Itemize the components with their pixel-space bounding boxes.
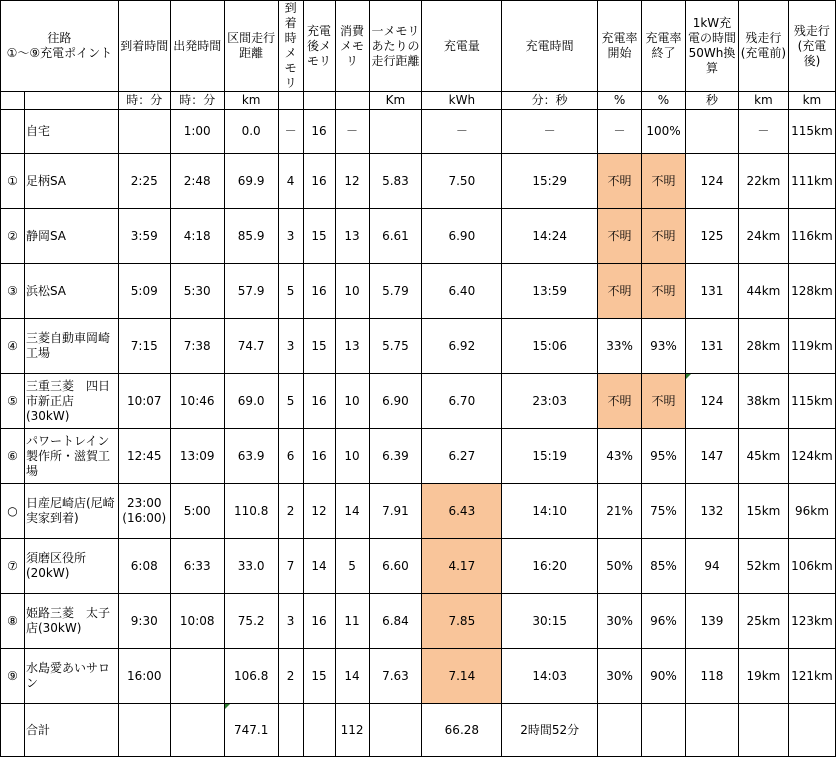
charge-kwh: 7.50 [422,154,502,209]
unit-cell [335,92,369,110]
arrival-memory: 2 [278,484,303,539]
arrival-time: 16:00 [118,649,170,704]
range-before: 28km [738,319,788,374]
empty-cell [738,704,788,757]
row-number: ○ [1,484,25,539]
charge-duration: － [502,110,598,154]
unit-cell: kWh [422,92,502,110]
distance: 110.8 [224,484,278,539]
table-row [1,110,836,154]
departure-time: 4:18 [170,209,224,264]
total-kwh: 66.28 [422,704,502,757]
unit-cell: Km [369,92,422,110]
empty-cell [118,704,170,757]
used-memory: 14 [335,484,369,539]
km-per-memory: 7.63 [369,649,422,704]
row-number: ⑨ [1,649,25,704]
charge-kwh: 7.85 [422,594,502,649]
charge-kwh: － [422,110,502,154]
range-after: 116km [788,209,835,264]
arrival-memory: 7 [278,539,303,594]
table-row [1,374,836,429]
unit-cell [1,92,25,110]
empty-cell [598,704,642,757]
used-memory: 10 [335,374,369,429]
charge-duration: 13:59 [502,264,598,319]
charge-kwh: 6.43 [422,484,502,539]
rate-start: 30% [598,594,642,649]
seconds-per-kw: 124 [685,374,738,429]
charge-duration: 16:20 [502,539,598,594]
empty-cell [369,704,422,757]
unit-cell: 時：分 [170,92,224,110]
rate-start: 不明 [598,154,642,209]
rate-start: 33% [598,319,642,374]
arrival-memory: 6 [278,429,303,484]
charge-duration: 14:10 [502,484,598,539]
unit-cell [278,92,303,110]
arrival-memory: 3 [278,594,303,649]
range-before: 22km [738,154,788,209]
used-memory: － [335,110,369,154]
arrival-time: 9:30 [118,594,170,649]
range-before: 45km [738,429,788,484]
charge-duration: 30:15 [502,594,598,649]
location-name: 浜松SA [24,264,118,319]
arrival-time: 23:00 (16:00) [118,484,170,539]
after-memory: 14 [303,539,335,594]
charge-duration: 23:03 [502,374,598,429]
after-memory: 15 [303,209,335,264]
km-per-memory: 6.84 [369,594,422,649]
km-per-memory: 5.83 [369,154,422,209]
rate-end: 75% [642,484,686,539]
distance: 57.9 [224,264,278,319]
after-memory: 16 [303,154,335,209]
distance: 106.8 [224,649,278,704]
departure-time: 10:08 [170,594,224,649]
km-per-memory: 5.75 [369,319,422,374]
total-dist: 747.1 [224,704,278,757]
seconds-per-kw: 124 [685,154,738,209]
departure-time: 6:33 [170,539,224,594]
location-name: 三菱自動車岡崎工場 [24,319,118,374]
arrival-memory: 3 [278,319,303,374]
arrival-memory: － [278,110,303,154]
charge-kwh: 6.40 [422,264,502,319]
charge-duration: 15:06 [502,319,598,374]
seconds-per-kw [685,110,738,154]
header-route-points: ①～⑨充電ポイント [6,46,113,60]
departure-time: 2:48 [170,154,224,209]
rate-start: 不明 [598,264,642,319]
table-row [1,319,836,374]
table-row [1,649,836,704]
row-number: ④ [1,319,25,374]
charge-duration: 14:24 [502,209,598,264]
header-range-after: 残走行(充電後) [788,1,835,92]
range-after: 119km [788,319,835,374]
arrival-time: 2:25 [118,154,170,209]
header-arrival-memory: 到着時メモリ [278,1,303,92]
departure-time: 7:38 [170,319,224,374]
range-after: 124km [788,429,835,484]
table-row [1,209,836,264]
range-before: 44km [738,264,788,319]
row-number: ② [1,209,25,264]
range-after: 115km [788,110,835,154]
range-before: 25km [738,594,788,649]
rate-start: 43% [598,429,642,484]
departure-time: 1:00 [170,110,224,154]
header-used-memory: 消費メモリ [335,1,369,92]
rate-end: 不明 [642,374,686,429]
header-charge-amount: 充電量 [422,1,502,92]
range-before: 38km [738,374,788,429]
unit-cell: km [738,92,788,110]
km-per-memory: 6.60 [369,539,422,594]
rate-start: 50% [598,539,642,594]
header-per-kw: 1kW充電の時間50Wh換算 [685,1,738,92]
header-departure: 出発時間 [170,1,224,92]
unit-cell: 秒 [685,92,738,110]
unit-cell [303,92,335,110]
unit-row [1,92,836,110]
empty-cell [278,704,303,757]
charge-kwh: 6.70 [422,374,502,429]
arrival-memory: 5 [278,264,303,319]
distance: 0.0 [224,110,278,154]
table-row [1,539,836,594]
unit-cell: 分：秒 [502,92,598,110]
used-memory: 11 [335,594,369,649]
row-number: ① [1,154,25,209]
header-per-memory: 一メモリあたりの走行距離 [369,1,422,92]
location-name: 須磨区役所(20kW) [24,539,118,594]
arrival-time: 5:09 [118,264,170,319]
empty-cell [303,704,335,757]
distance: 75.2 [224,594,278,649]
seconds-per-kw: 139 [685,594,738,649]
arrival-memory: 5 [278,374,303,429]
row-number: ③ [1,264,25,319]
range-after: 106km [788,539,835,594]
after-memory: 16 [303,374,335,429]
after-memory: 15 [303,319,335,374]
km-per-memory: 6.61 [369,209,422,264]
rate-end: 90% [642,649,686,704]
range-before: 15km [738,484,788,539]
rate-end: 95% [642,429,686,484]
arrival-memory: 2 [278,649,303,704]
charge-kwh: 4.17 [422,539,502,594]
range-after: 128km [788,264,835,319]
arrival-time [118,110,170,154]
distance: 69.0 [224,374,278,429]
header-range-before: 残走行(充電前) [738,1,788,92]
location-name: パワートレイン製作所・滋賀工場 [24,429,118,484]
header-rate-end: 充電率終了 [642,1,686,92]
table-row [1,594,836,649]
location-name: 静岡SA [24,209,118,264]
empty-cell [642,704,686,757]
departure-time [170,649,224,704]
used-memory: 14 [335,649,369,704]
rate-end: 96% [642,594,686,649]
row-number [1,110,25,154]
rate-end: 不明 [642,264,686,319]
after-memory: 16 [303,429,335,484]
rate-end: 93% [642,319,686,374]
used-memory: 10 [335,264,369,319]
unit-cell: km [224,92,278,110]
charge-kwh: 6.27 [422,429,502,484]
distance: 85.9 [224,209,278,264]
header-row [1,1,836,92]
rate-end: 不明 [642,154,686,209]
arrival-time: 6:08 [118,539,170,594]
header-charge-time: 充電時間 [502,1,598,92]
seconds-per-kw: 147 [685,429,738,484]
charge-duration: 15:19 [502,429,598,484]
header-after-memory: 充電後メモリ [303,1,335,92]
empty-cell [170,704,224,757]
table-row [1,154,836,209]
distance: 74.7 [224,319,278,374]
km-per-memory: 6.39 [369,429,422,484]
rate-end: 不明 [642,209,686,264]
total-time: 2時間52分 [502,704,598,757]
seconds-per-kw: 118 [685,649,738,704]
location-name: 日産尼崎店(尼崎実家到着) [24,484,118,539]
total-umem: 112 [335,704,369,757]
unit-cell: 時：分 [118,92,170,110]
header-rate-start: 充電率開始 [598,1,642,92]
km-per-memory: 6.90 [369,374,422,429]
used-memory: 12 [335,154,369,209]
range-before: 19km [738,649,788,704]
range-after: 123km [788,594,835,649]
total-label: 合計 [24,704,118,757]
location-name: 足柄SA [24,154,118,209]
charge-kwh: 6.90 [422,209,502,264]
departure-time: 5:30 [170,264,224,319]
header-route-label: 往路 [47,31,72,45]
after-memory: 12 [303,484,335,539]
unit-cell: % [598,92,642,110]
charge-duration: 14:03 [502,649,598,704]
unit-cell: % [642,92,686,110]
empty-cell [685,704,738,757]
range-after: 111km [788,154,835,209]
arrival-time: 10:07 [118,374,170,429]
rate-start: 不明 [598,209,642,264]
rate-start: 21% [598,484,642,539]
rate-end: 100% [642,110,686,154]
arrival-time: 3:59 [118,209,170,264]
location-name: 姫路三菱 太子店(30kW) [24,594,118,649]
range-before: 52km [738,539,788,594]
distance: 33.0 [224,539,278,594]
seconds-per-kw: 94 [685,539,738,594]
charge-kwh: 7.14 [422,649,502,704]
after-memory: 15 [303,649,335,704]
after-memory: 16 [303,594,335,649]
unit-cell [24,92,118,110]
arrival-memory: 4 [278,154,303,209]
arrival-memory: 3 [278,209,303,264]
km-per-memory: 5.79 [369,264,422,319]
arrival-time: 12:45 [118,429,170,484]
used-memory: 13 [335,319,369,374]
rate-start: 30% [598,649,642,704]
range-after: 96km [788,484,835,539]
header-distance: 区間走行距離 [224,1,278,92]
used-memory: 13 [335,209,369,264]
departure-time: 13:09 [170,429,224,484]
location-name: 水島愛あいサロン [24,649,118,704]
row-number: ⑦ [1,539,25,594]
row-number: ⑥ [1,429,25,484]
rate-start: － [598,110,642,154]
range-after: 121km [788,649,835,704]
table-row [1,264,836,319]
charge-kwh: 6.92 [422,319,502,374]
charge-duration: 15:29 [502,154,598,209]
distance: 63.9 [224,429,278,484]
range-after: 115km [788,374,835,429]
distance: 69.9 [224,154,278,209]
table-row [1,484,836,539]
departure-time: 5:00 [170,484,224,539]
total-row [1,704,836,757]
km-per-memory: 7.91 [369,484,422,539]
used-memory: 5 [335,539,369,594]
seconds-per-kw: 131 [685,264,738,319]
used-memory: 10 [335,429,369,484]
rate-end: 85% [642,539,686,594]
seconds-per-kw: 132 [685,484,738,539]
after-memory: 16 [303,110,335,154]
header-route-cell [1,1,119,92]
empty-cell [788,704,835,757]
empty-cell [1,704,25,757]
seconds-per-kw: 125 [685,209,738,264]
row-number: ⑧ [1,594,25,649]
seconds-per-kw: 131 [685,319,738,374]
rate-start: 不明 [598,374,642,429]
departure-time: 10:46 [170,374,224,429]
location-name: 自宅 [24,110,118,154]
table-row [1,429,836,484]
row-number: ⑤ [1,374,25,429]
header-arrival: 到着時間 [118,1,170,92]
range-before: 24km [738,209,788,264]
arrival-time: 7:15 [118,319,170,374]
after-memory: 16 [303,264,335,319]
km-per-memory [369,110,422,154]
location-name: 三重三菱 四日市新正店(30kW) [24,374,118,429]
unit-cell: km [788,92,835,110]
range-before: － [738,110,788,154]
